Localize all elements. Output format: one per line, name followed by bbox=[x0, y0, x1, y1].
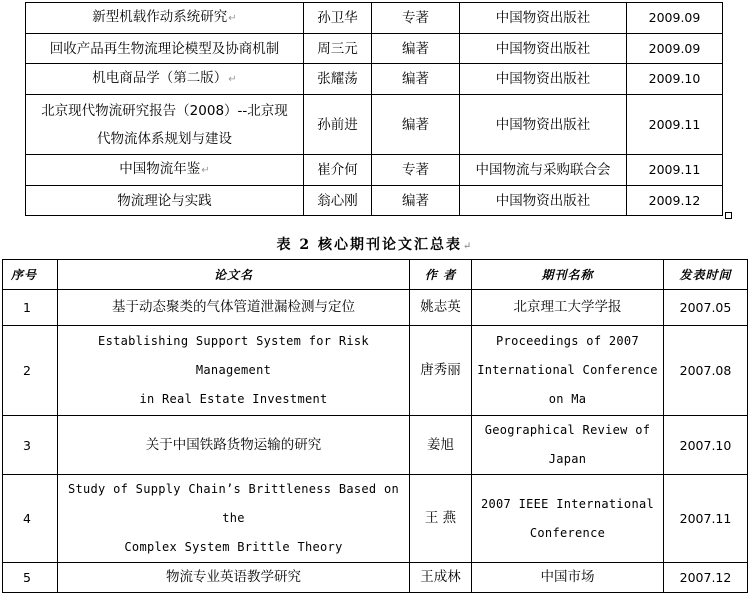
book-author: 孙前进 bbox=[304, 95, 372, 155]
book-type: 编著 bbox=[372, 95, 460, 155]
table-row bbox=[26, 64, 723, 95]
table-row bbox=[3, 326, 748, 416]
paper-author: 姜旭 bbox=[410, 416, 472, 475]
paper-date: 2007.10 bbox=[664, 416, 748, 475]
book-date: 2009.12 bbox=[627, 186, 723, 216]
paper-date: 2007.12 bbox=[664, 563, 748, 593]
book-type: 编著 bbox=[372, 34, 460, 64]
book-title: 物流理论与实践 bbox=[26, 186, 304, 216]
paper-title: 关于中国铁路货物运输的研究 bbox=[58, 416, 410, 475]
paper-no: 1 bbox=[3, 290, 58, 326]
book-publisher: 中国物资出版社 bbox=[460, 186, 627, 216]
table-row bbox=[3, 290, 748, 326]
table-row bbox=[26, 186, 723, 216]
paper-date: 2007.11 bbox=[664, 475, 748, 563]
book-date: 2009.10 bbox=[627, 64, 723, 95]
table-header-row bbox=[3, 260, 748, 290]
paper-no: 3 bbox=[3, 416, 58, 475]
book-title: 新型机载作动系统研究↵ bbox=[26, 3, 304, 34]
book-type: 编著 bbox=[372, 186, 460, 216]
paper-journal: Geographical Review of Japan bbox=[472, 416, 664, 475]
paper-title: 基于动态聚类的气体管道泄漏检测与定位 bbox=[58, 290, 410, 326]
book-publisher: 中国物资出版社 bbox=[460, 34, 627, 64]
header-date: 发表时间 bbox=[664, 260, 748, 290]
paper-author: 王成林 bbox=[410, 563, 472, 593]
book-date: 2009.11 bbox=[627, 95, 723, 155]
table-row bbox=[26, 3, 723, 34]
table-row bbox=[26, 34, 723, 64]
paper-date: 2007.05 bbox=[664, 290, 748, 326]
paper-author: 唐秀丽 bbox=[410, 326, 472, 416]
table-resize-handle[interactable] bbox=[725, 212, 732, 219]
book-type: 专著 bbox=[372, 3, 460, 34]
book-title: 机电商品学（第二版）↵ bbox=[26, 64, 304, 95]
book-title: 回收产品再生物流理论模型及协商机制 bbox=[26, 34, 304, 64]
book-type: 编著 bbox=[372, 64, 460, 95]
book-author: 崔介何 bbox=[304, 155, 372, 186]
header-author: 作 者 bbox=[410, 260, 472, 290]
papers-table bbox=[2, 259, 748, 593]
paper-journal: 北京理工大学学报 bbox=[472, 290, 664, 326]
book-author: 张耀荡 bbox=[304, 64, 372, 95]
book-author: 周三元 bbox=[304, 34, 372, 64]
header-title: 论文名 bbox=[58, 260, 410, 290]
paper-journal: 2007 IEEE International Conference bbox=[472, 475, 664, 563]
book-publisher: 中国物资出版社 bbox=[460, 95, 627, 155]
paper-date: 2007.08 bbox=[664, 326, 748, 416]
book-publisher: 中国物资出版社 bbox=[460, 64, 627, 95]
paper-title: Study of Supply Chain’s Brittleness Based on the Complex System Brittle Theory bbox=[58, 475, 410, 563]
paper-title: 物流专业英语教学研究 bbox=[58, 563, 410, 593]
book-date: 2009.09 bbox=[627, 34, 723, 64]
book-date: 2009.11 bbox=[627, 155, 723, 186]
book-type: 专著 bbox=[372, 155, 460, 186]
book-publisher: 中国物流与采购联合会 bbox=[460, 155, 627, 186]
paper-no: 5 bbox=[3, 563, 58, 593]
paper-author: 姚志英 bbox=[410, 290, 472, 326]
table-row bbox=[3, 416, 748, 475]
book-author: 翁心刚 bbox=[304, 186, 372, 216]
books-table bbox=[25, 2, 723, 216]
header-no: 序号 bbox=[3, 260, 58, 290]
paper-no: 2 bbox=[3, 326, 58, 416]
book-title: 北京现代物流研究报告（2008）--北京现 代物流体系规划与建设 bbox=[26, 95, 304, 155]
table-caption: 表 2 核心期刊论文汇总表↵ bbox=[276, 237, 474, 253]
table-row bbox=[26, 95, 723, 155]
paper-author: 王 燕 bbox=[410, 475, 472, 563]
book-date: 2009.09 bbox=[627, 3, 723, 34]
book-author: 孙卫华 bbox=[304, 3, 372, 34]
book-title: 中国物流年鉴↵ bbox=[26, 155, 304, 186]
header-journal: 期刊名称 bbox=[472, 260, 664, 290]
paper-title: Establishing Support System for Risk Management in Real Estate Investment bbox=[58, 326, 410, 416]
paper-journal: Proceedings of 2007 International Conference on Ma bbox=[472, 326, 664, 416]
table-row bbox=[3, 475, 748, 563]
table-row bbox=[3, 563, 748, 593]
paper-journal: 中国市场 bbox=[472, 563, 664, 593]
book-publisher: 中国物资出版社 bbox=[460, 3, 627, 34]
table-row bbox=[26, 155, 723, 186]
paper-no: 4 bbox=[3, 475, 58, 563]
